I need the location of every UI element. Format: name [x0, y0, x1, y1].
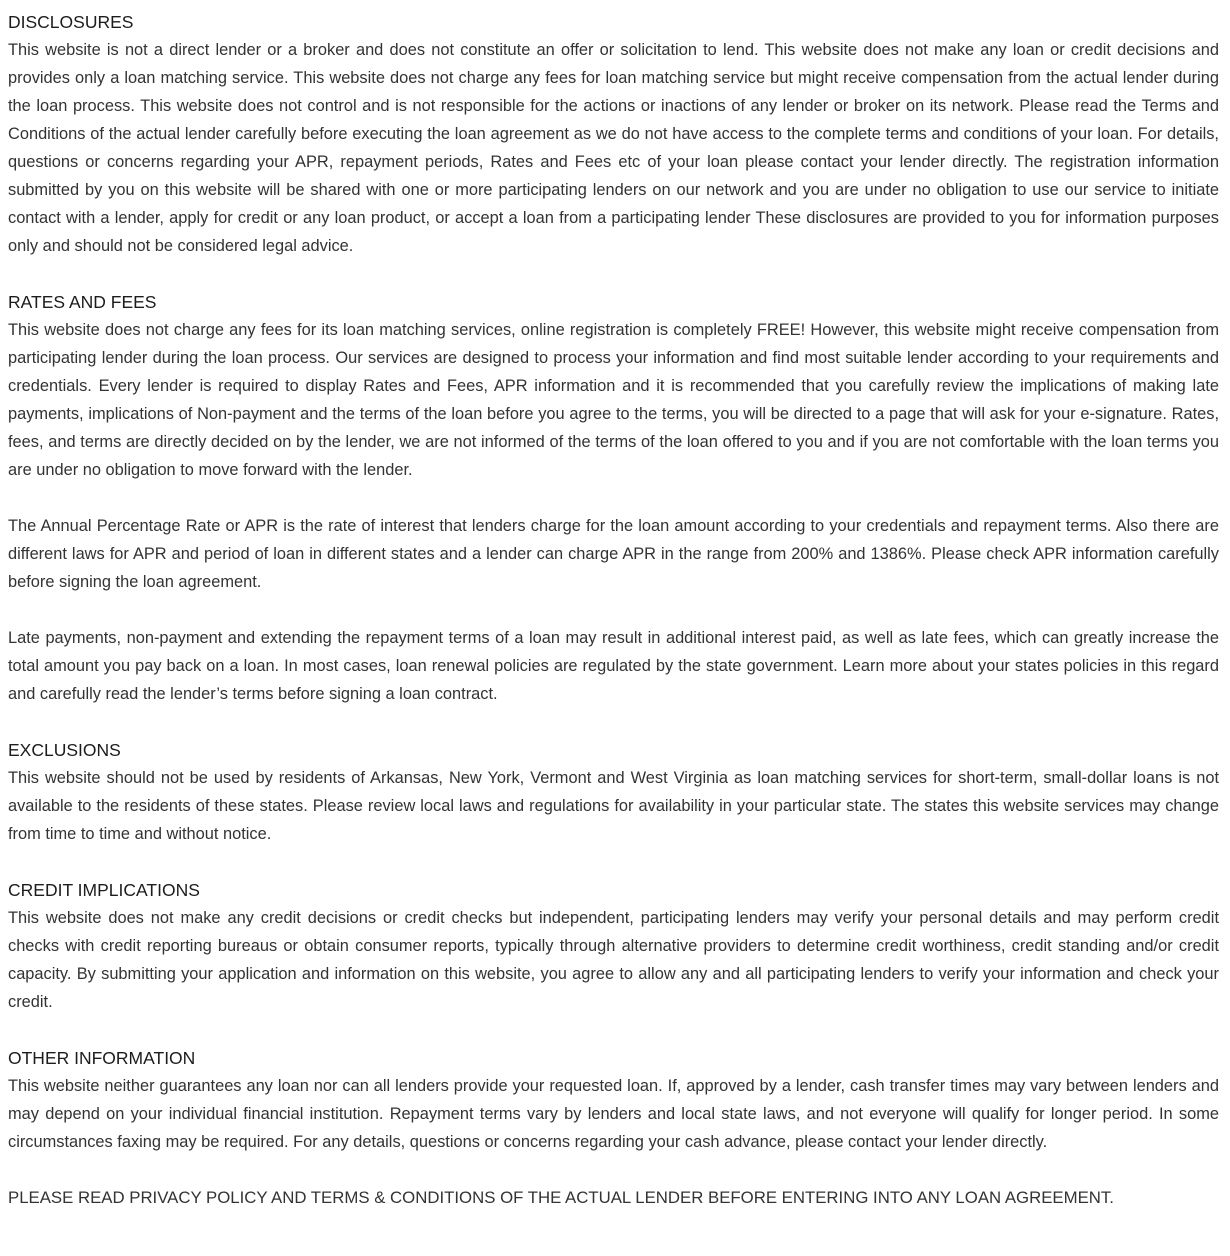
heading-exclusions: EXCLUSIONS	[8, 740, 121, 760]
heading-disclosures: DISCLOSURES	[8, 12, 134, 32]
paragraph-other-information: This website neither guarantees any loan nor can all lenders provide your requested loan. If, approved by a lender, cash transfer times may vary between lenders and may depend on your individual financial institution. Repayment terms vary by lenders and local state laws, and not everyone will qualify for longer period. In some circumstances faxing may be required. For any details, questions or concerns regarding your cash advance, please contact your lender directly.	[8, 1077, 1219, 1151]
paragraph-disclosures: This website is not a direct lender or a broker and does not constitute an offer or solicitation to lend. This website does not make any loan or credit decisions and provides only a loan matching service. This website does not charge any fees for loan matching service but might receive compensation from the actual lender during the loan process. This website does not control and is not responsible for the actions or inactions of any lender or broker on its network. Please read the Terms and Conditions of the actual lender carefully before executing the loan agreement as we do not have access to the complete terms and conditions of your loan. For details, questions or concerns regarding your APR, repayment periods, Rates and Fees etc of your loan please contact your lender directly. The registration information submitted by you on this website will be shared with one or more participating lenders on our network and you are under no obligation to use our service to initiate contact with a lender, apply for credit or any loan product, or accept a loan from a participating lender These disclosures are provided to you for information purposes only and should not be considered legal advice.	[8, 41, 1219, 255]
heading-rates-and-fees: RATES AND FEES	[8, 292, 157, 312]
section-rates-and-fees	[8, 288, 1219, 484]
section-disclosures	[8, 8, 1219, 260]
paragraph-late-payments: Late payments, non-payment and extending the repayment terms of a loan may result in additional interest paid, as well as late fees, which can greatly increase the total amount you pay back on a loan. In most cases, loan renewal policies are regulated by the state government. Learn more about your states policies in this regard and carefully read the lender’s terms before signing a loan contract.	[8, 629, 1219, 703]
section-exclusions	[8, 736, 1219, 848]
heading-credit-implications: CREDIT IMPLICATIONS	[8, 880, 200, 900]
section-apr	[8, 512, 1219, 596]
paragraph-apr: The Annual Percentage Rate or APR is the rate of interest that lenders charge for the loan amount according to your credentials and repayment terms. Also there are different laws for APR and period of loan in different states and a lender can charge APR in the range from 200% and 1386%. Please check APR information carefully before signing the loan agreement.	[8, 517, 1219, 591]
section-late-payments	[8, 624, 1219, 708]
section-credit-implications	[8, 876, 1219, 1016]
lender-agreement-notice: PLEASE READ PRIVACY POLICY AND TERMS & CONDITIONS OF THE ACTUAL LENDER BEFORE ENTERING INTO ANY LOAN AGREEMENT.	[8, 1188, 1114, 1207]
paragraph-rates-and-fees: This website does not charge any fees for its loan matching services, online registration is completely FREE! However, this website might receive compensation from participating lender during the loan process. Our services are designed to process your information and find most suitable lender according to your requirements and credentials. Every lender is required to display Rates and Fees, APR information and it is recommended that you carefully review the implications of making late payments, implications of Non-payment and the terms of the loan before you agree to the terms, you will be directed to a page that will ask for your e-signature. Rates, fees, and terms are directly decided on by the lender, we are not informed of the terms of the loan offered to you and if you are not comfortable with the loan terms you are under no obligation to move forward with the lender.	[8, 321, 1219, 479]
paragraph-credit-implications: This website does not make any credit decisions or credit checks but independent, participating lenders may verify your personal details and may perform credit checks with credit reporting bureaus or obtain consumer reports, typically through alternative providers to determine credit worthiness, credit standing and/or credit capacity. By submitting your application and information on this website, you agree to allow any and all participating lenders to verify your information and check your credit.	[8, 909, 1219, 1011]
section-other-information	[8, 1044, 1219, 1156]
disclosures-document	[8, 8, 1219, 1212]
heading-other-information: OTHER INFORMATION	[8, 1048, 196, 1068]
paragraph-exclusions: This website should not be used by residents of Arkansas, New York, Vermont and West Virginia as loan matching services for short-term, small-dollar loans is not available to the residents of these states. Please review local laws and regulations for availability in your particular state. The states this website services may change from time to time and without notice.	[8, 769, 1219, 843]
